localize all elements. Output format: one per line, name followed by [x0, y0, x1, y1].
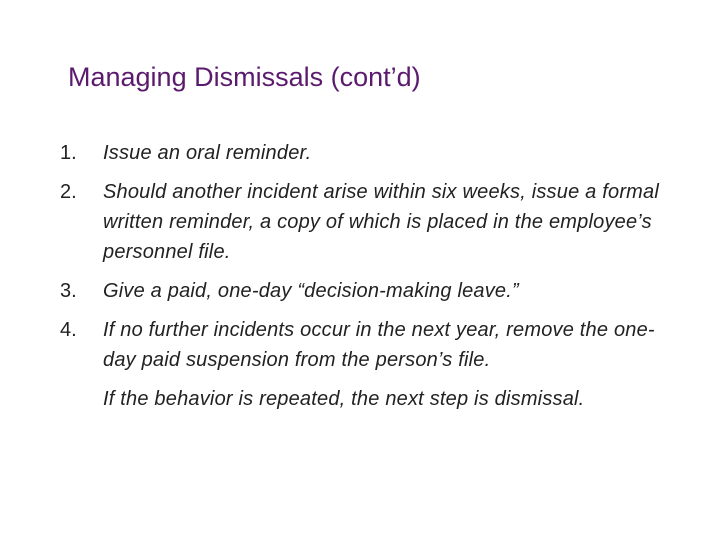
- list-item: [60, 138, 670, 168]
- slide-title: Managing Dismissals (cont’d): [68, 62, 421, 92]
- list-item: [60, 177, 670, 267]
- list-item-text: Should another incident arise within six weeks, issue a formal written reminder, a copy of which is placed in the employee’s personnel file.: [103, 181, 660, 263]
- list-item-number: 4.: [60, 319, 77, 341]
- list-item: [60, 315, 670, 375]
- list-item-text: Issue an oral reminder.: [103, 142, 312, 164]
- list-item-number: 1.: [60, 142, 77, 164]
- numbered-list: [60, 138, 670, 414]
- list-item-text: Give a paid, one-day “decision-making leave.”: [103, 280, 519, 302]
- list-item-text: If no further incidents occur in the next year, remove the one-day paid suspension from the person’s file.: [103, 319, 655, 371]
- closing-note: If the behavior is repeated, the next step is dismissal.: [103, 388, 585, 410]
- list-item-number: 3.: [60, 280, 77, 302]
- list-item: [60, 276, 670, 306]
- list-item-number: 2.: [60, 181, 77, 203]
